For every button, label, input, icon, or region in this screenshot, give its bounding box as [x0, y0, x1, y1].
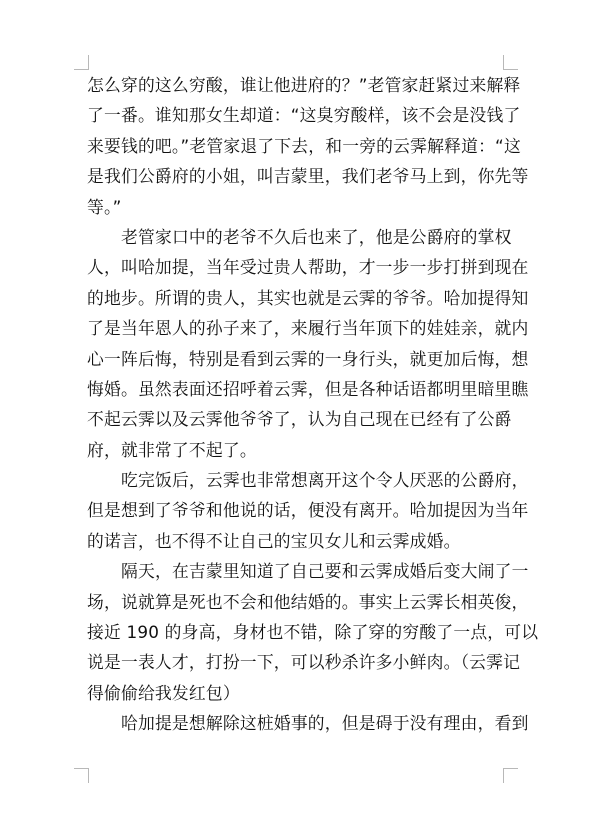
text-line: 悔婚。虽然表面还招呼着云霁，但是各种话语都明里暗里瞧	[87, 378, 529, 399]
text-line: 不起云霁以及云霁他爷爷了，认为自己现在已经有了公爵	[87, 409, 512, 430]
text-line: 接近 190 的身高，身材也不错，除了穿的穷酸了一点，可以	[87, 622, 539, 643]
text-line: 心一阵后悔，特别是看到云霁的一身行头，就更加后悔，想	[87, 348, 529, 369]
text-line: 府，就非常了不起了。	[87, 439, 257, 460]
text-line: 得偷偷给我发红包）	[87, 682, 240, 703]
top-left-margin-mark	[74, 55, 89, 70]
text-line: 了一番。谁知那女生却道：“这臭穷酸样，该不会是没钱了	[87, 105, 521, 126]
text-line: 老管家口中的老爷不久后也来了，他是公爵府的掌权	[121, 226, 512, 247]
text-line: 吃完饭后，云霁也非常想离开这个令人厌恶的公爵府，	[121, 470, 529, 491]
text-line: 哈加提是想解除这桩婚事的，但是碍于没有理由，看到	[121, 713, 529, 734]
body-text	[87, 70, 539, 739]
text-line: 是我们公爵府的小姐，叫吉蒙里，我们老爷马上到，你先等	[87, 166, 529, 187]
text-line: 人，叫哈加提，当年受过贵人帮助，才一步一步打拼到现在	[87, 257, 529, 278]
text-line: 的地步。所谓的贵人，其实也就是云霁的爷爷。哈加提得知	[87, 287, 529, 308]
text-line: 隔天，在吉蒙里知道了自己要和云霁成婚后变大闹了一	[121, 561, 529, 582]
bottom-left-margin-mark	[74, 768, 89, 783]
text-line: 等。”	[87, 196, 122, 217]
text-line: 但是想到了爷爷和他说的话，便没有离开。哈加提因为当年	[87, 500, 529, 521]
top-right-margin-mark	[503, 55, 518, 70]
text-line: 怎么穿的这么穷酸，谁让他进府的？”老管家赶紧过来解释	[87, 75, 521, 95]
text-line: 的诺言，也不得不让自己的宝贝女儿和云霁成婚。	[87, 530, 461, 551]
text-line: 来要钱的吧。”老管家退了下去，和一旁的云霁解释道：“这	[87, 135, 521, 156]
text-line: 场，说就算是死也不会和他结婚的。事实上云霁长相英俊，	[87, 591, 529, 612]
text-line: 说是一表人才，打扮一下，可以秒杀许多小鲜肉。（云霁记	[87, 652, 521, 673]
text-line: 了是当年恩人的孙子来了，来履行当年顶下的娃娃亲，就内	[87, 318, 529, 339]
bottom-right-margin-mark	[503, 768, 518, 783]
